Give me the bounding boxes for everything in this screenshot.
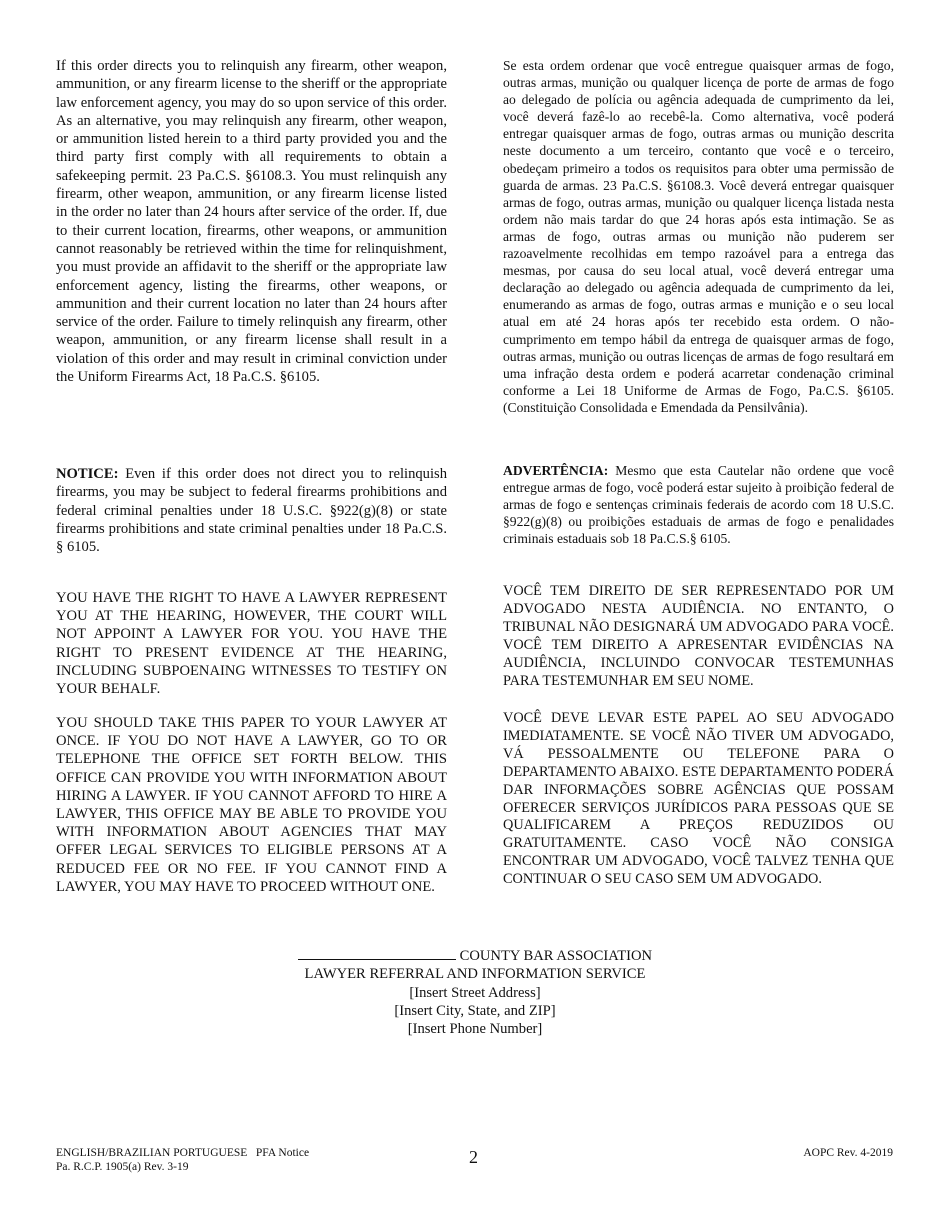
bar-association-name: COUNTY BAR ASSOCIATION xyxy=(455,948,653,964)
phone-number-placeholder: [Insert Phone Number] xyxy=(407,1021,543,1038)
english-notice-paragraph xyxy=(56,465,447,556)
portuguese-notice-label: ADVERTÊNCIA: xyxy=(503,463,609,478)
english-notice-label: NOTICE: xyxy=(56,466,119,482)
english-notice xyxy=(56,465,447,556)
bar-association-block xyxy=(0,946,950,1038)
footer-revision: AOPC Rev. 4-2019 xyxy=(803,1147,893,1159)
english-take-paper-text: YOU SHOULD TAKE THIS PAPER TO YOUR LAWYER AT ONCE. IF YOU DO NOT HAVE A LAWYER, GO TO OR TELEPHONE THE OFFICE SET FORTH BELOW. THIS OFFICE CAN PROVIDE YOU WITH INFORMATION ABOUT HIRING A LAWYER. IF YOU CANNOT AFFORD TO HIRE A LAWYER, THIS OFFICE MAY BE ABLE TO PROVIDE YOU WITH INFORMATION ABOUT AGENCIES THAT MAY OFFER LEGAL SERVICES TO ELIGIBLE PERSONS AT A REDUCED FEE OR NO FEE. IF YOU CANNOT FIND A LAWYER, YOU MAY HAVE TO PROCEED WITHOUT ONE. xyxy=(56,715,447,895)
portuguese-notice xyxy=(503,462,894,547)
page-number: 2 xyxy=(469,1147,478,1167)
footer-left xyxy=(56,1147,309,1174)
lawyer-referral-service: LAWYER REFERRAL AND INFORMATION SERVICE xyxy=(304,966,646,983)
footer-rule-reference: Pa. R.C.P. 1905(a) Rev. 3-19 xyxy=(56,1160,189,1173)
portuguese-para-firearms xyxy=(503,57,894,416)
portuguese-firearms-text: Se esta ordem ordenar que você entregue quaisquer armas de fogo, outras armas, munição ou qualquer licença de porte de armas de fogo ao delegado de polícia ou agência adequada de cumprimento da lei, você deverá fazê-lo ao recebê-la. Como alternativa, você poderá entregar quaisquer armas de fogo, outras armas ou munição descrita neste documento a um terceiro, contanto que você e o terceiro, obedeçam primeiro a todos os requisitos para obter uma permissão de guarda de armas. 23 Pa.C.S. §6108.3. Você deverá entregar quaisquer armas de fogo, outras armas, munição ou qualquer licença listada nesta ordem não mais tardar do que 24 horas após esta intimação. Se as armas de fogo, outras armas ou munição não puderem ser razoavelmente recolhidas em tempo razoável para a entrega das mesmas, por causa do seu local atual, você deverá entregar uma declaração ao delegado ou agência adequada de cumprimento da lei, enumerando as armas de fogo, outras armas e munição e o seu local atual em até 24 horas após ter recebido esta ordem. O não-cumprimento em tempo hábil da entrega de quaisquer armas de fogo, outras armas, munição ou outras licenças de armas de fogo resultará em uma infração desta ordem e poderá acarretar condenação criminal conforme a Lei 18 Uniforme de Armas de Fogo, Pa.C.S. §6105. (Constituição Consolidada e Emendada da Pensilvânia). xyxy=(503,58,894,415)
portuguese-right-to-lawyer xyxy=(503,583,894,690)
street-address-placeholder: [Insert Street Address] xyxy=(409,984,541,1001)
portuguese-take-paper-text: VOCÊ DEVE LEVAR ESTE PAPEL AO SEU ADVOGADO IMEDIATAMENTE. SE VOCÊ NÃO TIVER UM ADVOGADO, VÁ PESSOALMENTE OU TELEFONE PARA O DEPARTAMENTO ABAIXO. ESTE DEPARTAMENTO PODERÁ DAR INFORMAÇÕES SOBRE AGÊNCIAS QUE POSSAM OFERECER SERVIÇOS JURÍDICOS PARA PESSOAS QUE SE QUALIFICAREM A PREÇOS REDUZIDOS OU GRATUITAMENTE. CASO VOCÊ NÃO CONSIGA ENCONTRAR UM ADVOGADO, VOCÊ TALVEZ TENHA QUE CONTINUAR O SEU CASO SEM UM ADVOGADO. xyxy=(503,710,894,888)
portuguese-take-paper xyxy=(503,710,894,889)
city-state-zip-placeholder: [Insert City, State, and ZIP] xyxy=(394,1002,556,1019)
english-take-paper xyxy=(56,714,447,896)
portuguese-right-to-lawyer-text: VOCÊ TEM DIREITO DE SER REPRESENTADO POR UM ADVOGADO NESTA AUDIÊNCIA. NO ENTANTO, O TRIBUNAL NÃO DESIGNARÁ UM ADVOGADO PARA VOCÊ. VOCÊ TEM DIREITO A APRESENTAR EVIDÊNCIAS NA AUDIÊNCIA, INCLUINDO CONVOCAR TESTEMUNHAS PARA TESTEMUNHAR EM SEU NOME. xyxy=(503,583,894,689)
english-right-to-lawyer xyxy=(56,589,447,698)
english-notice-text: Even if this order does not direct you to relinquish firearms, you may be subject to federal firearms prohibitions and federal criminal penalties under 18 U.S.C. §922(g)(8) or state firearms prohibitions and state criminal penalties under 18 Pa.C.S. § 6105. xyxy=(56,466,447,556)
portuguese-notice-text: Mesmo que esta Cautelar não ordene que você entregue armas de fogo, você poderá estar sujeito à proibição federal de armas de fogo e sentenças criminais federais de acordo com 18 U.S.C. §922(g)(8) ou proibições estaduais de armas de fogo e penalidades criminais estaduais sob 18 Pa.C.S.§ 6105. xyxy=(503,463,894,547)
english-firearms-text: If this order directs you to relinquish any firearm, other weapon, ammunition, or any firearm license to the sheriff or the appropriate law enforcement agency, you may do so upon service of this order. As an alternative, you may relinquish any firearm, other weapon, or ammunition listed herein to a third party provided you and the third party first comply with all requirements to obtain a safekeeping permit. 23 Pa.C.S. §6108.3. You must relinquish any firearm, other weapon, ammunition, or any firearm license listed in the order no later than 24 hours after service of the order. If, due to their current location, firearms, other weapons, or ammunition cannot reasonably be retrieved within the time for relinquishment, you must provide an affidavit to the sheriff or the appropriate law enforcement agency, listing the firearms, other weapons, or ammunition and their current location no later than 24 hours after service of the order. Failure to timely relinquish any firearm, other weapon, ammunition, or any firearm license shall result in a violation of this order and may result in criminal conviction under the Uniform Firearms Act, 18 Pa.C.S. §6105. xyxy=(56,58,447,386)
county-blank-line xyxy=(298,946,456,960)
bar-association-name-line xyxy=(0,946,950,965)
english-para-firearms xyxy=(56,57,447,386)
footer-form-title: ENGLISH/BRAZILIAN PORTUGUESE PFA Notice xyxy=(56,1147,310,1159)
portuguese-notice-paragraph xyxy=(503,462,894,547)
english-right-to-lawyer-text: YOU HAVE THE RIGHT TO HAVE A LAWYER REPRESENT YOU AT THE HEARING, HOWEVER, THE COURT WILL NOT APPOINT A LAWYER FOR YOU. YOU HAVE THE RIGHT TO PRESENT EVIDENCE AT THE HEARING, INCLUDING SUBPOENAING WITNESSES TO TESTIFY ON YOUR BEHALF. xyxy=(56,590,447,698)
